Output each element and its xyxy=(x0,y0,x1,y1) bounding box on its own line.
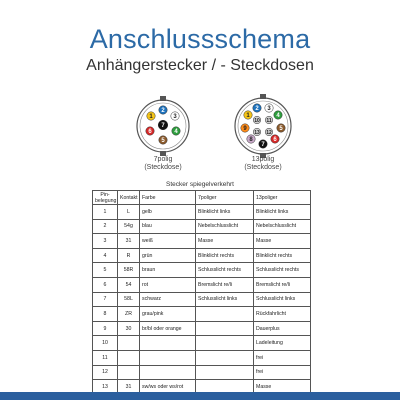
table-row xyxy=(93,336,311,351)
table-row xyxy=(93,292,311,307)
cell-7pin: Blinklicht links xyxy=(196,205,254,220)
cell-contact: 58R xyxy=(118,263,140,278)
cell-pin: 8 xyxy=(93,307,118,322)
cell-pin: 2 xyxy=(93,219,118,234)
table-row xyxy=(93,263,311,278)
cell-13pin: Schlusslicht links xyxy=(254,292,311,307)
plug-13pin-pin-number: 5 xyxy=(279,126,283,132)
plug-13pin-label xyxy=(228,156,298,172)
cell-contact: 58L xyxy=(118,292,140,307)
plug-13pin-pin-number: 9 xyxy=(243,126,247,132)
cell-color: sw/ws oder ws/rot xyxy=(140,380,196,395)
cell-contact: 31 xyxy=(118,234,140,249)
plug-13pin-label-line2: (Steckdose) xyxy=(244,164,282,171)
page-title: Anschlussschema xyxy=(89,24,311,54)
cell-13pin: Nebelschlusslicht xyxy=(254,219,311,234)
cell-color: schwarz xyxy=(140,292,196,307)
table-row xyxy=(93,248,311,263)
table-row xyxy=(93,321,311,336)
cell-13pin: Blinklicht rechts xyxy=(254,248,311,263)
cell-pin: 11 xyxy=(93,350,118,365)
cell-7pin xyxy=(196,350,254,365)
cell-13pin: frei xyxy=(254,350,311,365)
plug-13pin-pin-number: 6 xyxy=(273,137,277,143)
table-row xyxy=(93,234,311,249)
table-row xyxy=(93,277,311,292)
cell-color: br/bl oder orange xyxy=(140,321,196,336)
header-color: Farbe xyxy=(140,191,196,205)
plug-13pin-pin-number: 4 xyxy=(276,113,280,119)
plug-7pin-pin-number: 4 xyxy=(174,129,178,135)
cell-contact: L xyxy=(118,205,140,220)
header-13pin: 13poliger xyxy=(254,191,311,205)
cell-contact xyxy=(118,336,140,351)
cell-color: rot xyxy=(140,277,196,292)
plug-7pin-pin-number: 2 xyxy=(161,108,165,114)
cell-7pin: Schlusslicht links xyxy=(196,292,254,307)
cell-7pin xyxy=(196,321,254,336)
header-pin: Pin-belegung xyxy=(93,191,118,205)
header-7pin: 7poliger xyxy=(196,191,254,205)
cell-contact: 30 xyxy=(118,321,140,336)
cell-contact: 54 xyxy=(118,277,140,292)
cell-contact: R xyxy=(118,248,140,263)
table-title: Stecker spiegelverkehrt xyxy=(166,181,234,188)
header-contact: Kontakt xyxy=(118,191,140,205)
plug-7pin-pin-number: 7 xyxy=(161,123,165,129)
plug-13pin-pin-number: 8 xyxy=(249,137,253,143)
pin-assignment-table xyxy=(92,190,311,395)
cell-7pin xyxy=(196,307,254,322)
plug-7pin-label-line1: 7polig xyxy=(153,156,173,163)
cell-13pin: Masse xyxy=(254,234,311,249)
plug-13pin-pin-number: 3 xyxy=(267,106,271,112)
cell-pin: 13 xyxy=(93,380,118,395)
cell-7pin: Masse xyxy=(196,234,254,249)
cell-color: braun xyxy=(140,263,196,278)
cell-13pin: Rückfahrlicht xyxy=(254,307,311,322)
cell-7pin xyxy=(196,336,254,351)
cell-contact xyxy=(118,350,140,365)
cell-pin: 1 xyxy=(93,205,118,220)
cell-13pin: Schlusslicht rechts xyxy=(254,263,311,278)
plug-7pin-pin-number: 1 xyxy=(149,114,153,120)
cell-7pin: Bremslicht re/li xyxy=(196,277,254,292)
cell-color: grün xyxy=(140,248,196,263)
cell-color xyxy=(140,336,196,351)
plug-13pin-pin-number: 1 xyxy=(246,113,250,119)
cell-color: gelb xyxy=(140,205,196,220)
cell-13pin: Bremslicht re/li xyxy=(254,277,311,292)
table-row xyxy=(93,350,311,365)
cell-7pin: Schlusslicht rechts xyxy=(196,263,254,278)
cell-pin: 9 xyxy=(93,321,118,336)
cell-color: weiß xyxy=(140,234,196,249)
cell-color: grau/pink xyxy=(140,307,196,322)
plug-7pin-notch xyxy=(160,96,166,101)
plug-7pin-pin-number: 5 xyxy=(161,138,165,144)
cell-color xyxy=(140,350,196,365)
cell-contact: ZR xyxy=(118,307,140,322)
cell-13pin: Blinklicht links xyxy=(254,205,311,220)
cell-13pin: Ladeleitung xyxy=(254,336,311,351)
plug-7pin-pin-number: 6 xyxy=(148,129,152,135)
plug-13pin-pin-number: 7 xyxy=(261,142,265,148)
cell-pin: 10 xyxy=(93,336,118,351)
plug-7pin-label xyxy=(128,156,198,172)
bottom-bar xyxy=(0,392,400,400)
cell-7pin xyxy=(196,365,254,380)
table-header-row xyxy=(93,191,311,205)
table-row xyxy=(93,219,311,234)
table-row xyxy=(93,365,311,380)
plug-13pin-pin-number: 13 xyxy=(254,130,260,136)
plug-13pin-notch xyxy=(260,94,266,99)
cell-pin: 3 xyxy=(93,234,118,249)
plug-13pin-pin-number: 12 xyxy=(266,130,272,136)
cell-pin: 5 xyxy=(93,263,118,278)
plug-7pin-pin-number: 3 xyxy=(173,114,177,120)
cell-contact: 31 xyxy=(118,380,140,395)
cell-13pin: Dauerplus xyxy=(254,321,311,336)
cell-contact: 54g xyxy=(118,219,140,234)
plug-13pin-pin-number: 10 xyxy=(254,118,260,124)
plug-13pin-pin-number: 11 xyxy=(266,118,272,124)
cell-color xyxy=(140,365,196,380)
plug-7pin-label-line2: (Steckdose) xyxy=(144,164,182,171)
cell-13pin: Masse xyxy=(254,380,311,395)
cell-7pin: Blinklicht rechts xyxy=(196,248,254,263)
table-row xyxy=(93,307,311,322)
plug-13pin-pin-number: 2 xyxy=(255,106,259,112)
cell-pin: 7 xyxy=(93,292,118,307)
plug-13pin-label-line1: 13polig xyxy=(251,156,275,163)
cell-contact xyxy=(118,365,140,380)
cell-pin: 6 xyxy=(93,277,118,292)
plug-diagrams xyxy=(120,88,310,178)
cell-color: blau xyxy=(140,219,196,234)
cell-pin: 12 xyxy=(93,365,118,380)
cell-pin: 4 xyxy=(93,248,118,263)
table-row xyxy=(93,205,311,220)
cell-7pin: Nebelschlusslicht xyxy=(196,219,254,234)
cell-13pin: frei xyxy=(254,365,311,380)
page-subtitle: Anhängerstecker / - Steckdosen xyxy=(86,57,314,74)
